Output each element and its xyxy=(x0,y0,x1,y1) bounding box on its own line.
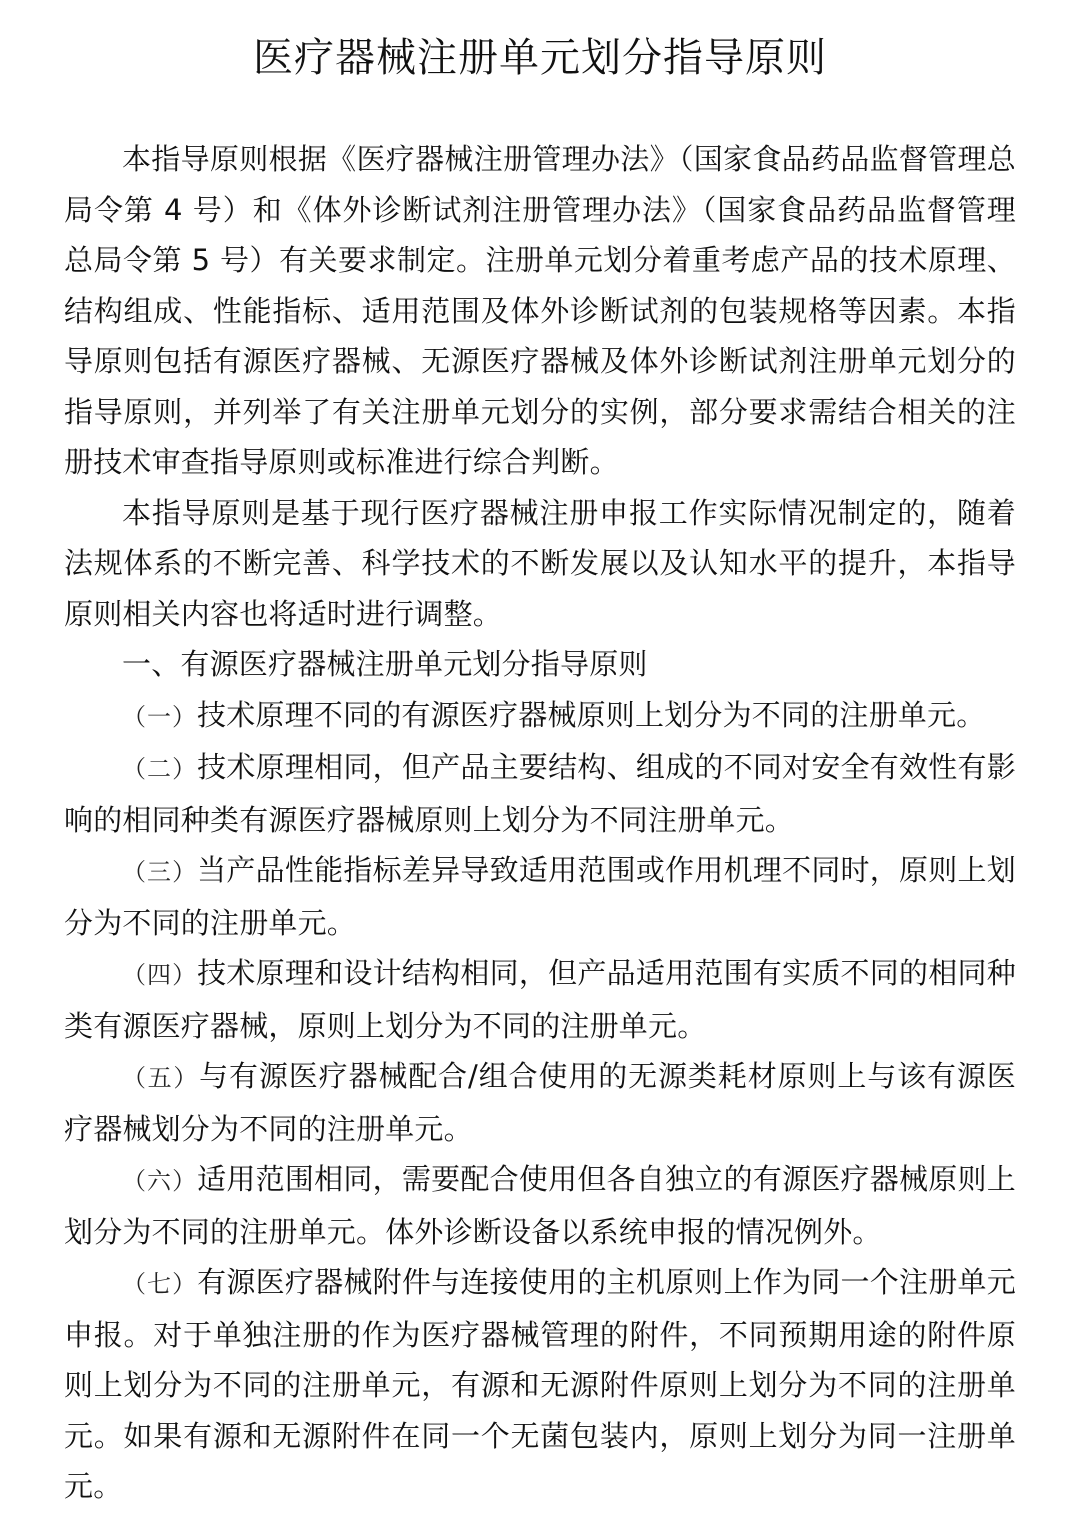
clause-6-number: （六） xyxy=(122,1167,198,1195)
clause-4-number: （四） xyxy=(122,961,198,989)
clause-4-text: 技术原理和设计结构相同，但产品适用范围有实质不同的相同种类有源医疗器械，原则上划分为不同的注册单元。 xyxy=(64,956,1016,1043)
clause-7-number: （七） xyxy=(122,1270,198,1298)
intro-paragraph-1: 本指导原则根据《医疗器械注册管理办法》（国家食品药品监督管理总局令第 4 号）和《体外诊断试剂注册管理办法》（国家食品药品监督管理总局令第 5 号）有关要求制定。注册单元划分着重考虑产品的技术原理、结构组成、性能指标、适用范围及体外诊断试剂的包装规格等因素。本指导原则包括有源医疗器械、无源医疗器械及体外诊断试剂注册单元划分的指导原则，并列举了有关注册单元划分的实例，部分要求需结合相关的注册技术审查指导原则或标准进行综合判断。 xyxy=(64,142,1016,479)
document-title: 医疗器械注册单元划分指导原则 xyxy=(253,35,827,81)
document-body xyxy=(64,134,1016,1512)
clause-3-number: （三） xyxy=(122,858,198,886)
clause-2 xyxy=(64,742,1016,845)
clause-6-text: 适用范围相同，需要配合使用但各自独立的有源医疗器械原则上划分为不同的注册单元。体外诊断设备以系统申报的情况例外。 xyxy=(64,1162,1016,1249)
clause-7 xyxy=(64,1257,1016,1512)
clause-1 xyxy=(64,690,1016,743)
clause-3 xyxy=(64,845,1016,948)
clause-5-text: 与有源医疗器械配合/组合使用的无源类耗材原则上与该有源医疗器械划分为不同的注册单元。 xyxy=(64,1059,1016,1146)
clause-6 xyxy=(64,1154,1016,1257)
clause-5-number: （五） xyxy=(122,1064,200,1092)
section-one-heading: 一、有源医疗器械注册单元划分指导原则 xyxy=(122,647,648,681)
clause-2-number: （二） xyxy=(122,755,198,783)
clause-3-text: 当产品性能指标差异导致适用范围或作用机理不同时，原则上划分为不同的注册单元。 xyxy=(64,853,1016,940)
clause-4 xyxy=(64,948,1016,1051)
clause-2-text: 技术原理相同，但产品主要结构、组成的不同对安全有效性有影响的相同种类有源医疗器械原则上划分为不同注册单元。 xyxy=(64,750,1016,837)
clause-7-text: 有源医疗器械附件与连接使用的主机原则上作为同一个注册单元申报。对于单独注册的作为医疗器械管理的附件，不同预期用途的附件原则上划分为不同的注册单元，有源和无源附件原则上划分为不同的注册单元。如果有源和无源附件在同一个无菌包装内，原则上划分为同一注册单元。 xyxy=(64,1265,1016,1503)
clause-1-text: 技术原理不同的有源医疗器械原则上划分为不同的注册单元。 xyxy=(197,697,986,732)
clause-5 xyxy=(64,1051,1016,1154)
intro-paragraph-2: 本指导原则是基于现行医疗器械注册申报工作实际情况制定的，随着法规体系的不断完善、科学技术的不断发展以及认知水平的提升，本指导原则相关内容也将适时进行调整。 xyxy=(64,495,1016,631)
clause-1-number: （一） xyxy=(122,702,197,731)
